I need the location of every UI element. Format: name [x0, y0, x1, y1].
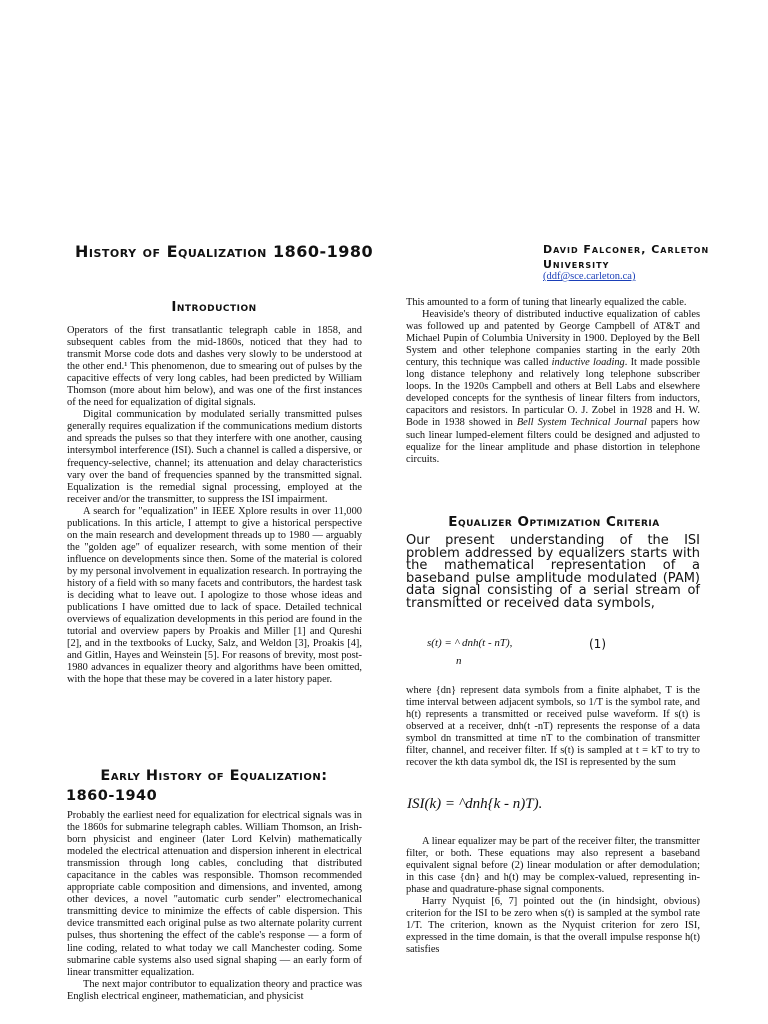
intro-body	[67, 325, 362, 686]
author-name: David Falconer, Carleton University	[543, 243, 710, 271]
early-heading-line1: Early History of Equalization:	[100, 768, 328, 784]
intro-paragraph-2: Digital communication by modulated serially transmitted pulses generally requires equalization if the communications medium distorts and spreads the pulses so that they interfere with one another, causing intersymbol interference (ISI). Such a channel is called a dispersive, or frequency-selective, channel; its attenuation and delay characteristics vary over the band of frequencies spanned by the transmitted signal. Equalization is the remedial signal processing, employed at the receiver and/or the transmitter, to suppress the ISI impairment.	[67, 409, 362, 505]
criteria-intro-text: Our present understanding of the ISI problem addressed by equalizers starts with the mathematical representation of a baseband pulse amplitude modulated (PAM) data signal consisting of a serial stream of transmitted or received data symbols,	[406, 533, 700, 611]
linear-paragraph: A linear equalizer may be part of the receiver filter, the transmitter filter, or both. These equations may also represent a baseband equivalent signal before (2) linear modulation or after demodulation; in this case {dn} and h(t) may be complex-valued, representing in-phase and quadrature-phase signal components.	[406, 836, 700, 896]
intro-paragraph-1: Operators of the first transatlantic telegraph cable in 1858, and subsequent cables from the mid-1860s, noticed that they had to transmit Morse code dots and dashes very slowly to be understood at the other end.¹ This phenomenon, due to smearing out of pulses by the capacitive effects of very long cables, had been predicted by William Thomson (more about him below), and was one of the first instances of the need for equalization of digital signals.	[67, 325, 362, 409]
nyquist-paragraph: Harry Nyquist [6, 7] pointed out the (in hindsight, obvious) criterion for the ISI to be zero when s(t) is sampled at the symbol rate 1/T. The criterion, known as the Nyquist criterion for zero ISI, expressed in the time domain, is that the overall impulse response h(t) satisfies	[406, 896, 700, 956]
intro-heading: Introduction	[171, 299, 257, 315]
isi-equation: ISI(k) = ^dnh{k - n)T).	[407, 796, 543, 812]
early-heading-line2: 1860-1940	[66, 788, 158, 804]
author-email[interactable]	[543, 271, 635, 282]
right-column-top	[406, 297, 700, 466]
early-history-heading	[66, 766, 362, 806]
early-paragraph-1: Probably the earliest need for equalization for electrical signals was in the 1860s for submarine telegraph cables. William Thomson, an Irish-born physicist and engineer (later Lord Kelvin) mathematically modeled the electrical attenuation and dispersion inherent in electrical transmission through long cables, concluding that distributed capacitance in the cables was responsible. Thomson recommended appropriate cable composition and dimensions, and invented, among other devices, a novel "automatic curb sender" electromechanical transmitting device to minimize the effects of cable dispersion. This device transmitted each original pulse as two alternate polarity current pulses, thus shortening the effect of the cable's response — a form of line coding, related to what today we call Manchester coding. Some submarine cable systems also used signal shaping — an early form of linear transmitter equalization.	[67, 810, 362, 978]
equation-1-number: (1)	[589, 637, 606, 651]
equalizer-criteria-heading: Equalizer Optimization Criteria	[448, 514, 660, 530]
email-link[interactable]: (ddf@sce.carleton.ca)	[543, 271, 636, 282]
equation-1-subscript: n	[456, 655, 462, 667]
intro-paragraph-3: A search for "equalization" in IEEE Xplore results in over 11,000 publications. In this article, I attempt to give a historical perspective on the main research and development threads up to 1980 — arguably the "golden age" of equalizer research, with some mention of their influence on developments since then. Some of the material is colored by my personal involvement in equalization research. In portraying the history of a field with so many facets and contributors, the hardest task is deciding what to leave out. I apologize to those whose ideas and publications I have omitted due to lack of space. Detailed technical overviews of equalization developments in this period are found in the tutorial and overview papers by Proakis and Miller [1] and Qureshi [2], and in the textbooks of Lucky, Salz, and Weldon [3], Proakis [4], and Gitlin, Hayes and Weinstein [5]. For reasons of brevity, most post-1980 advances in equalizer theory and algorithms have been omitted, with the hope that these may be covered in a later history paper.	[67, 505, 362, 686]
article-title: History of Equalization 1860-1980	[75, 242, 374, 261]
equation-1: s(t) = ^ dnh(t - nT),	[427, 637, 513, 649]
right-paragraph-1: This amounted to a form of tuning that linearly equalized the cable.	[406, 297, 687, 308]
early-paragraph-2: The next major contributor to equalization theory and practice was English electrical engineer, mathematician, and physicist	[67, 978, 362, 1002]
right-paragraph-2: Heaviside's theory of distributed inductive equalization of cables was followed up and patented by George Campbell of AT&T and Michael Pupin of Columbia University in 1900. Deployed by the Bell System and other telephone companies starting in the early 20th century, this technique was called inductive loading. It made possible long distance telephony and relatively long telephone subscriber loops. In the 1920s Campbell and others at Bell Labs and elsewhere developed concepts for the synthesis of linear filters from inductors, capacitors and resistors. In particular O. J. Zobel in 1928 and H. W. Bode in 1938 showed in Bell System Technical Journal papers how such linear lumped-element filters could be designed and adjusted to equalize for the linear amplitude and phase distortion in telephone circuits.	[406, 309, 700, 465]
where-paragraph: where {dn} represent data symbols from a finite alphabet, T is the time interval between adjacent symbols, so 1/T is the symbol rate, and h(t) represents a transmitted or received pulse waveform. If s(t) is observed at a receiver, dnh(t -nT) represents the response of a data symbol dn transmitted at time nT to the combination of transmitter filter, channel, and receiver filter. If s(t) is sampled at t = kT to try to recover the kth data symbol dk, the ISI is represented by the sum	[406, 685, 700, 769]
early-history-body	[67, 810, 362, 1003]
linear-equalizer-text	[406, 836, 700, 956]
